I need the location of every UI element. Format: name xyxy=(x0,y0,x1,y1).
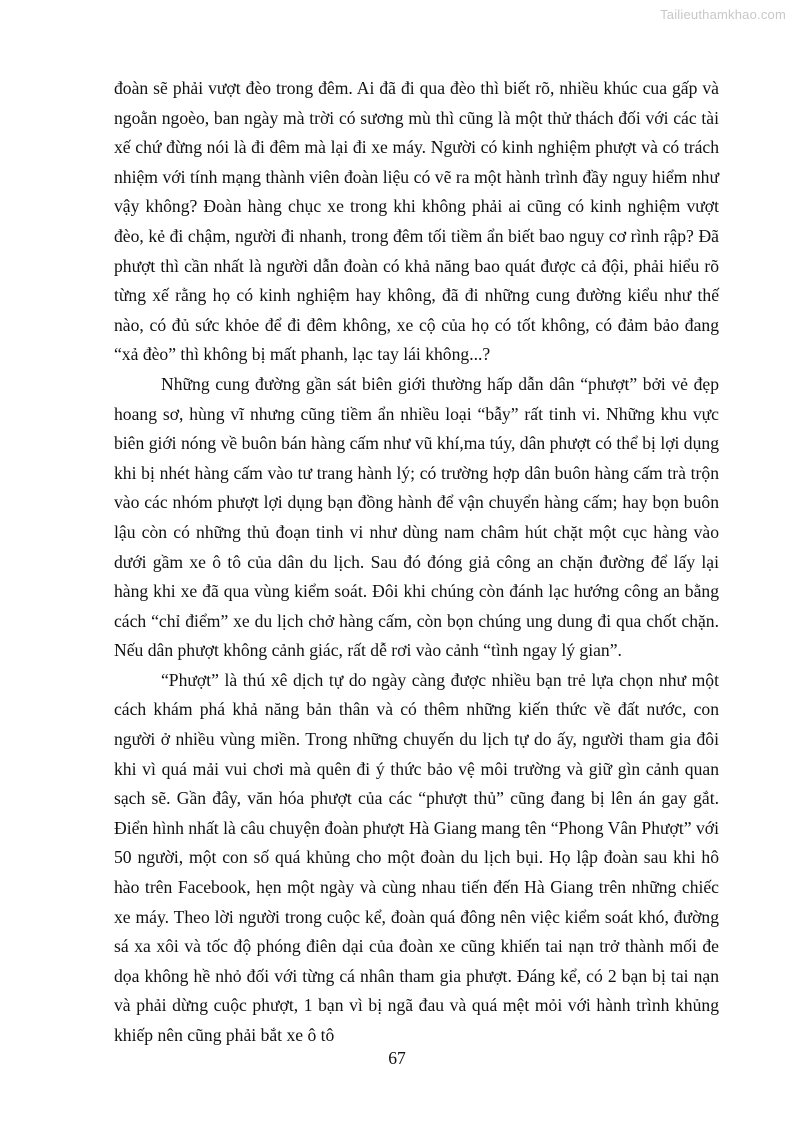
paragraph-3: “Phượt” là thú xê dịch tự do ngày càng được nhiều bạn trẻ lựa chọn như một cách khám phá khả năng bản thân và có thêm những kiến thức về đất nước, con người ở nhiều vùng miền. Trong những chuyến du lịch tự do ấy, người tham gia đôi khi vì quá mải vui chơi mà quên đi ý thức bảo vệ môi trường và giữ gìn cảnh quan sạch sẽ. Gần đây, văn hóa phượt của các “phượt thủ” cũng đang bị lên án gay gắt. Điển hình nhất là câu chuyện đoàn phượt Hà Giang mang tên “Phong Vân Phượt” với 50 người, một con số quá khủng cho một đoàn du lịch bụi. Họ lập đoàn sau khi hô hào trên Facebook, hẹn một ngày và cùng nhau tiến đến Hà Giang trên những chiếc xe máy. Theo lời người trong cuộc kể, đoàn quá đông nên việc kiểm soát khó, đường sá xa xôi và tốc độ phóng điên dại của đoàn xe cũng khiến tai nạn trở thành mối đe dọa không hề nhỏ đối với từng cá nhân tham gia phượt. Đáng kể, có 2 bạn bị tai nạn và phải dừng cuộc phượt, 1 bạn vì bị ngã đau và quá mệt mỏi với hành trình khủng khiếp nên cũng phải bắt xe ô tô xyxy=(114,669,719,1045)
paragraph-2: Những cung đường gần sát biên giới thường hấp dẫn dân “phượt” bởi vẻ đẹp hoang sơ, hùng vĩ nhưng cũng tiềm ẩn nhiều loại “bẫy” rất tinh vi. Những khu vực biên giới nóng về buôn bán hàng cấm như vũ khí,ma túy, dân phượt có thể bị lợi dụng khi bị nhét hàng cấm vào tư trang hành lý; có trường hợp dân buôn hàng cấm trà trộn vào các nhóm phượt lợi dụng bạn đồng hành để vận chuyển hàng cấm; hay bọn buôn lậu còn có những thủ đoạn tinh vi như dùng nam châm hút chặt một cục hàng vào dưới gầm xe ô tô của dân du lịch. Sau đó đóng giả công an chặn đường để lấy lại hàng khi xe đã qua vùng kiểm soát. Đôi khi chúng còn đánh lạc hướng công an bằng cách “chỉ điểm” xe du lịch chở hàng cấm, còn bọn chúng ung dung đi qua chốt chặn. Nếu dân phượt không cảnh giác, rất dễ rơi vào cảnh “tình ngay lý gian”. xyxy=(114,373,719,661)
page-number: 67 xyxy=(388,1048,406,1068)
paragraph-1: đoàn sẽ phải vượt đèo trong đêm. Ai đã đi qua đèo thì biết rõ, nhiều khúc cua gấp và ngoằn ngoèo, ban ngày mà trời có sương mù thì cũng là một thử thách đối với các tài xế chứ đừng nói là đi đêm mà lại đi xe máy. Người có kinh nghiệm phượt và có trách nhiệm với tính mạng thành viên đoàn liệu có vẽ ra một hành trình đầy nguy hiểm như vậy không? Đoàn hàng chục xe trong khi không phải ai cũng có kinh nghiệm vượt đèo, kẻ đi chậm, người đi nhanh, trong đêm tối tiềm ẩn biết bao nguy cơ rình rập? Đã phượt thì cần nhất là người dẫn đoàn có khả năng bao quát được cả đội, phải hiểu rõ từng xế rằng họ có kinh nghiệm hay không, đã đi những cung đường kiểu như thế nào, có đủ sức khỏe để đi đêm không, xe cộ của họ có tốt không, có đảm bảo đang “xả đèo” thì không bị mất phanh, lạc tay lái không...? xyxy=(114,78,719,365)
document-body xyxy=(114,74,719,1051)
watermark-text: Tailieuthamkhao.com xyxy=(660,7,786,22)
